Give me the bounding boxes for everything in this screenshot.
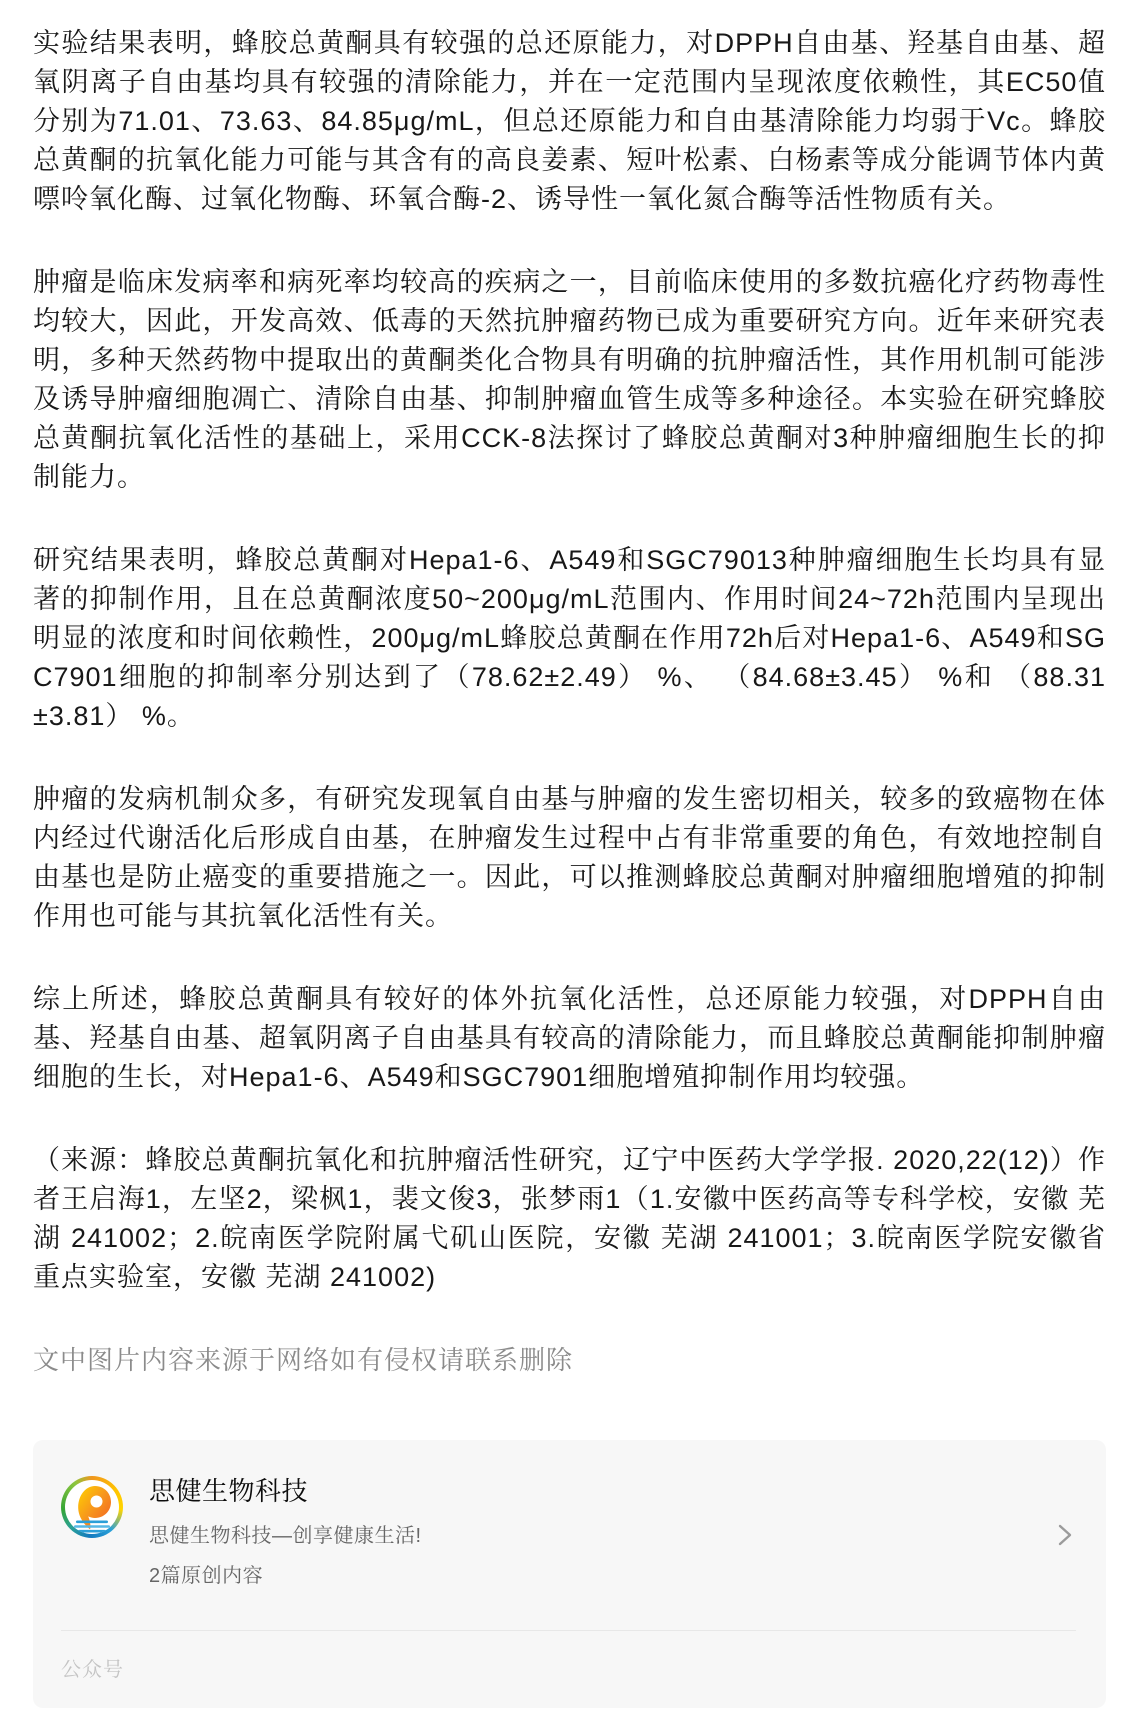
article-paragraph: 实验结果表明，蜂胶总黄酮具有较强的总还原能力，对DPPH自由基、羟基自由基、超氧阴离子自由基均具有较强的清除能力，并在一定范围内呈现浓度依赖性，其EC50值分别为71.01、73.63、84.85μg/mL，但总还原能力和自由基清除能力均弱于Vc。蜂胶总黄酮的抗氧化能力可能与其含有的高良姜素、短叶松素、白杨素等成分能调节体内黄嘌呤氧化酶、过氧化物酶、环氧合酶-2、诱导性一氧化氮合酶等活性物质有关。	[33, 28, 1106, 214]
account-logo-icon	[61, 1476, 123, 1538]
article-paragraph: 研究结果表明，蜂胶总黄酮对Hepa1-6、A549和SGC79013种肿瘤细胞生长均具有显著的抑制作用，且在总黄酮浓度50~200μg/mL范围内、作用时间24~72h范围内呈现出明显的浓度和时间依赖性，200μg/mL蜂胶总黄酮在作用72h后对Hepa1-6、A549和SGC7901细胞的抑制率分别达到了（78.62±2.49） %、 （84.68±3.45） %和 （88.31±3.81） %。	[33, 545, 1106, 731]
article-paragraph: 肿瘤的发病机制众多，有研究发现氧自由基与肿瘤的发生密切相关，较多的致癌物在体内经过代谢活化后形成自由基，在肿瘤发生过程中占有非常重要的角色，有效地控制自由基也是防止癌变的重要措施之一。因此，可以推测蜂胶总黄酮对肿瘤细胞增殖的抑制作用也可能与其抗氧化活性有关。	[33, 784, 1106, 931]
article-paragraph: 综上所述，蜂胶总黄酮具有较好的体外抗氧化活性，总还原能力较强，对DPPH自由基、羟基自由基、超氧阴离子自由基具有较高的清除能力，而且蜂胶总黄酮能抑制肿瘤细胞的生长，对Hepa1-6、A549和SGC7901细胞增殖抑制作用均较强。	[33, 984, 1106, 1092]
official-account-card[interactable]	[33, 1440, 1106, 1708]
article-citation: （来源：蜂胶总黄酮抗氧化和抗肿瘤活性研究，辽宁中医药大学学报. 2020,22(12)）作者王启海1，左坚2，梁枫1，裴文俊3，张梦雨1（1.安徽中医药高等专科学校，安徽 芜湖 241002；2.皖南医学院附属弋矶山医院，安徽 芜湖 241001；3.皖南医学院安徽省重点实验室，安徽 芜湖 241002)	[33, 1145, 1106, 1292]
account-description: 思健生物科技—创享健康生活!	[149, 1525, 422, 1547]
chevron-right-icon[interactable]	[1056, 1520, 1074, 1550]
account-logo-inner	[65, 1480, 119, 1534]
article-paragraph: 肿瘤是临床发病率和病死率均较高的疾病之一，目前临床使用的多数抗癌化疗药物毒性均较大，因此，开发高效、低毒的天然抗肿瘤药物已成为重要研究方向。近年来研究表明，多种天然药物中提取出的黄酮类化合物具有明确的抗肿瘤活性，其作用机制可能涉及诱导肿瘤细胞凋亡、清除自由基、抑制肿瘤血管生成等多种途径。本实验在研究蜂胶总黄酮抗氧化活性的基础上，采用CCK-8法探讨了蜂胶总黄酮对3种肿瘤细胞生长的抑制能力。	[33, 267, 1106, 492]
account-name[interactable]: 思健生物科技	[149, 1476, 309, 1506]
account-card-text	[149, 1474, 1076, 1588]
account-type-label: 公众号	[61, 1659, 124, 1681]
flame-and-waves-icon	[65, 1480, 119, 1534]
image-source-disclaimer: 文中图片内容来源于网络如有侵权请联系删除	[33, 1345, 574, 1375]
account-original-content-count: 2篇原创内容	[149, 1565, 264, 1587]
account-card-main-row	[61, 1474, 1076, 1606]
